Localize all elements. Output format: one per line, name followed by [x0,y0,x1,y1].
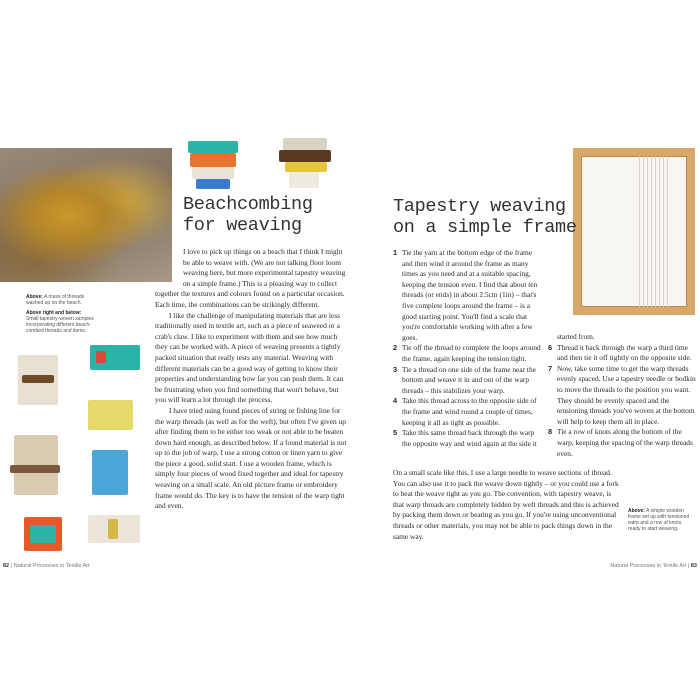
left-footer: 82 | Natural Processes in Textile Art [3,563,90,569]
wooden-frame-photo [573,148,695,315]
caption-label: Above right and below: [26,310,82,316]
step-1 [393,248,543,343]
step-number: 7 [548,363,553,373]
step-text: Take this thread across to the opposite side of the frame and wind round a couple of times, keeping it all as tight as possible. [402,396,537,427]
step-number: 6 [548,342,553,352]
woven-sample-photo-top-1 [182,135,248,193]
steps-list-col1 [393,248,543,449]
step-4 [393,396,543,428]
title-line-2: for weaving [183,215,302,236]
step-text: Tie a thread on one side of the frame near the bottom and weave it in and out of the warp threads – this stabilizes your warp. [402,364,536,395]
step-3 [393,365,543,397]
running-title: Natural Processes in Textile Art [610,563,687,569]
step-5-continued: started from. [557,332,595,341]
paragraph-1: I love to pick up things on a beach that I think I might be able to weave with. (We are not talking floor loom weaving here, but more experimental tapestry weaving on a simple frame.) This is a pleasing way to collect together the textures and colours found on a particular occasion. Each time, the combinations can be strikingly different. [155,247,346,309]
title-line-2: on a simple frame [393,217,577,238]
step-number: 2 [393,343,398,353]
step-text: Take this same thread back through the warp the opposite way and wind again at the side it [402,428,537,448]
step-text: Tie the yarn at the bottom edge of the frame and then wind it around the frame as many times as you need and at a suitable spacing, keeping the tension even. I find that about ten threads (or ends) in about 2.5cm (1in) – that's five complete loops around the frame – is a good starting point. You'll find a scale that you're comfortable working with after a few goes. [402,248,538,342]
step-text: Now, take some time to get the warp threads evenly spaced. Use a tapestry needle or bodkin to move the threads to the position you want. They should be evenly spaced and the tensioning threads you've woven at the bottom will help to keep them all in place. [557,363,696,426]
step-number: 4 [393,396,398,406]
caption-text: A simple wooden frame set up with tensioned warp and a row of knots, ready to start weaving. [628,508,690,532]
step-2 [393,343,543,364]
running-title: Natural Processes in Textile Art [13,563,90,569]
step-6 [548,343,698,364]
steps-list-col2 [548,332,698,459]
paragraph-2: I like the challenge of manipulating materials that are less traditionally used in textile art, such as a piece of seaweed or a crab's claw. I like to experiment with them and see how much they can be worked with. A piece of weaving presents a tightly packed situation that really tests any material. Weaving with different materials can be a good way of getting to know their properties and understanding how far you can push them. It can be frustrating when you find something that won't behave, but you will learn a lot through the process. [155,310,344,405]
right-page-title [393,196,577,238]
caption-text: Small tapestry-woven samples incorporating different beach-combed threads and items. [26,316,94,334]
step-number: 8 [548,427,553,437]
right-caption [628,508,696,532]
step-8 [548,427,698,459]
caption-text: A mass of threads washed up on the beach. [26,294,85,306]
step-number: 3 [393,364,398,374]
step-number: 1 [393,248,398,257]
step-7 [548,364,698,428]
title-line-1: Tapestry weaving [393,196,566,217]
right-page-paragraph: On a small scale like this, I use a large needle to weave sections of thread. You can also use it to pack the weave down tightly – or you could use a fork to beat the weave tight as you go. The convention, with tapestry weave, is that warp threads are completely hidden by weft threads and this is achieved by packing them down or beating as you go. If you're using unconventional threads or other materials, you may not be able to pack things down in the same way. [393,468,619,541]
caption-label: Above: [26,294,43,300]
page-number: 83 [690,563,697,569]
woven-sample-photo-top-2 [275,130,337,192]
beach-threads-photo [0,148,172,282]
step-5 [393,428,543,449]
step-text: Thread it back through the warp a third time and then tie it off tightly on the opposite side. [557,342,692,363]
left-page-title [183,194,313,236]
page-number: 82 [3,563,10,569]
caption-label: Above: [628,508,645,514]
paragraph-3: I have tried using found pieces of string or fishing line for the warp threads (as well as for the weft), but often I've given up after finding them to be either too weak or not able to be beaten down hard enough, as described below. If a found material is not up to the job of warp, I use a strong cotton or linen yarn to give the piece a good, solid start. I use a wooden frame, which is simply four pieces of wood fixed together and ideal for tapestry weaving on a small scale. An old picture frame or embroidery frame would do. The key is to have the tension of the warp tight and even. [155,405,347,511]
left-captions [26,294,94,334]
woven-samples-photo-grid [0,345,152,557]
right-footer: Natural Processes in Textile Art | 83 [610,563,697,569]
title-line-1: Beachcombing [183,194,313,215]
step-number: 5 [393,428,398,438]
left-page-body [155,247,351,512]
step-text: Tie off the thread to complete the loops around the frame, again keeping the tension tight. [402,343,541,363]
step-text: Tie a row of knots along the bottom of the warp, keeping the spacing of the warp threads even. [557,427,693,458]
